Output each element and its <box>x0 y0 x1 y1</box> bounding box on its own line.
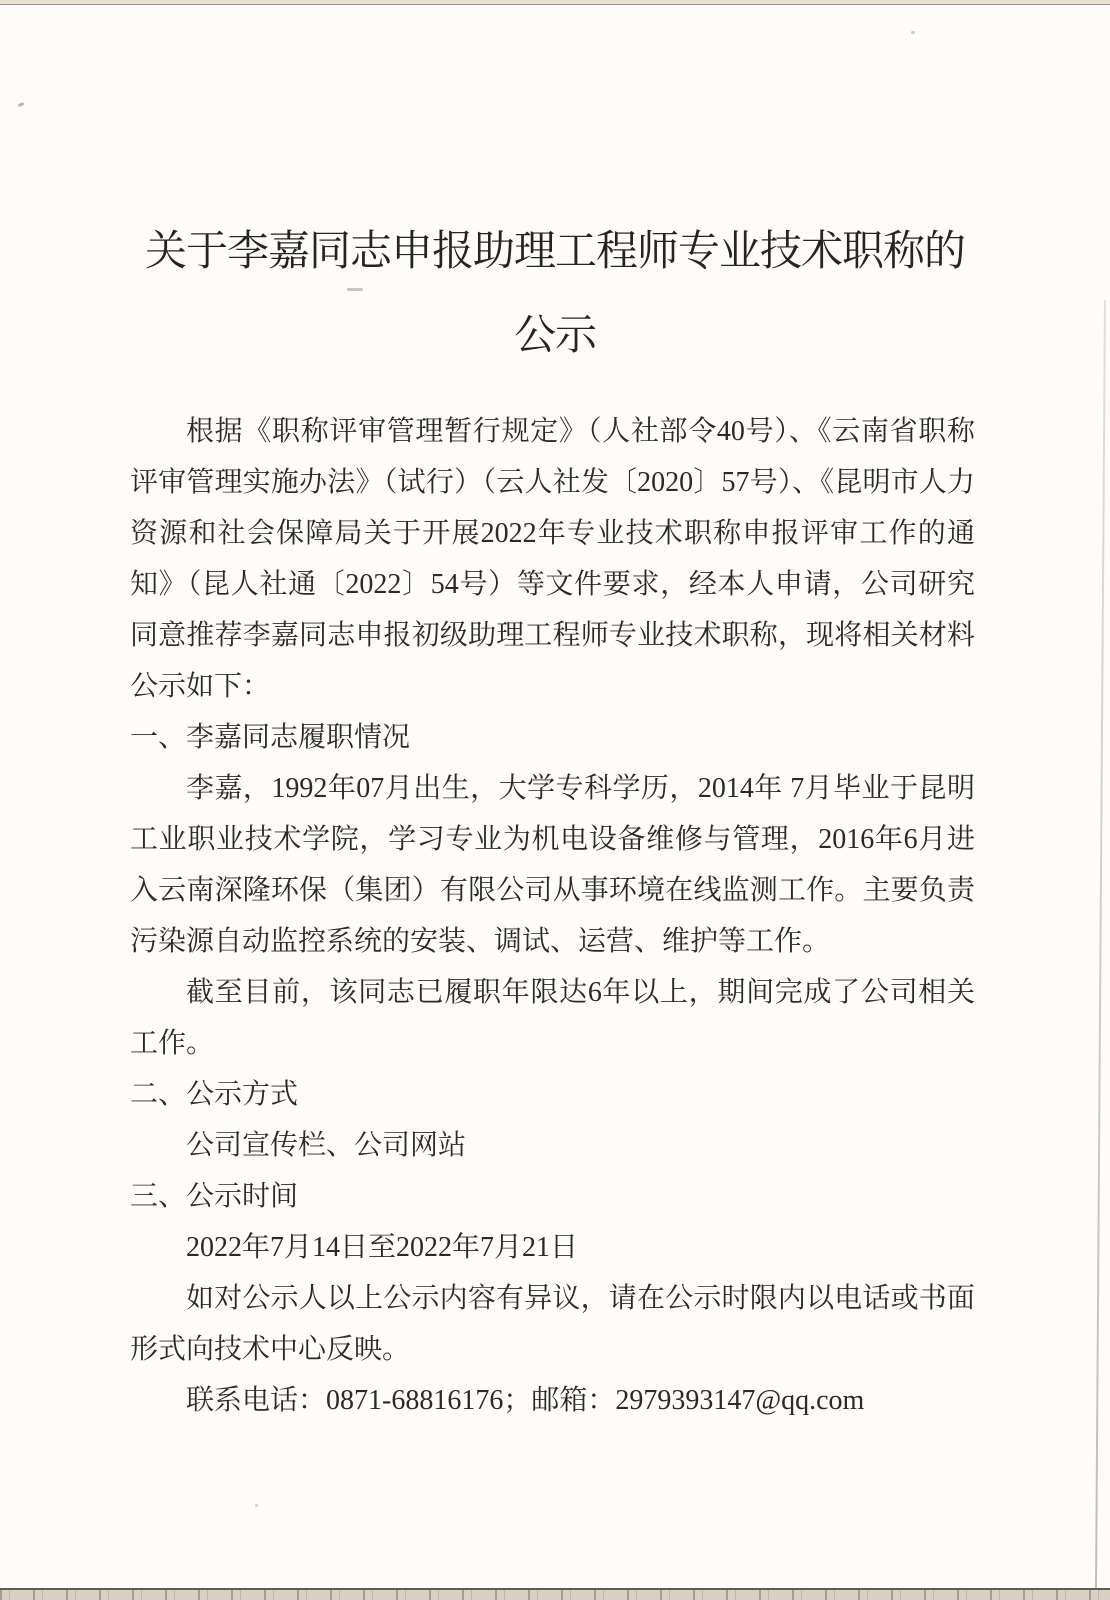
section1-paragraph-1: 李嘉，1992年07月出生，大学专科学历，2014年 7月毕业于昆明工业职业技术学院，学习专业为机电设备维修与管理，2016年6月进入云南深隆环保（集团）有限公司从事环境在线监测工作。主要负责污染源自动监控系统的安装、调试、运营、维护等工作。 <box>130 773 975 957</box>
title-line-2: 公示 <box>513 313 596 359</box>
pencil-dash-mark <box>347 288 363 291</box>
objection-paragraph: 如对公示人以上公示内容有异议，请在公示时限内以电话或书面形式向技术中心反映。 <box>130 1283 975 1365</box>
scan-speck <box>911 31 915 34</box>
scan-edge-bottom <box>0 1588 1110 1600</box>
section3-heading: 三、公示时间 <box>130 1181 299 1212</box>
section1-heading: 一、李嘉同志履职情况 <box>130 722 411 753</box>
section2-paragraph-1: 公司宣传栏、公司网站 <box>186 1130 467 1161</box>
section2-heading: 二、公示方式 <box>130 1079 299 1110</box>
scan-speck <box>255 1504 258 1507</box>
section1-paragraph-2: 截至目前，该同志已履职年限达6年以上，期间完成了公司相关工作。 <box>130 977 975 1059</box>
scan-edge-top <box>0 0 1110 5</box>
scan-speck <box>18 102 25 107</box>
section3-paragraph-1: 2022年7月14日至2022年7月21日 <box>186 1232 579 1263</box>
document-body <box>130 406 975 1426</box>
title-line-1: 关于李嘉同志申报助理工程师专业技术职称的 <box>144 229 965 275</box>
paper-edge-right <box>1095 300 1106 1592</box>
intro-paragraph: 根据《职称评审管理暂行规定》（人社部令40号）、《云南省职称评审管理实施办法》（试行）（云人社发〔2020〕57号）、《昆明市人力资源和社会保障局关于开展2022年专业技术职称申报评审工作的通知》（昆人社通〔2022〕54号）等文件要求，经本人申请，公司研究同意推荐李嘉同志申报初级助理工程师专业技术职称，现将相关材料公示如下： <box>130 416 975 702</box>
contact-line: 联系电话：0871-68816176；邮箱：2979393147@qq.com <box>186 1385 865 1416</box>
document-title <box>0 210 1110 378</box>
